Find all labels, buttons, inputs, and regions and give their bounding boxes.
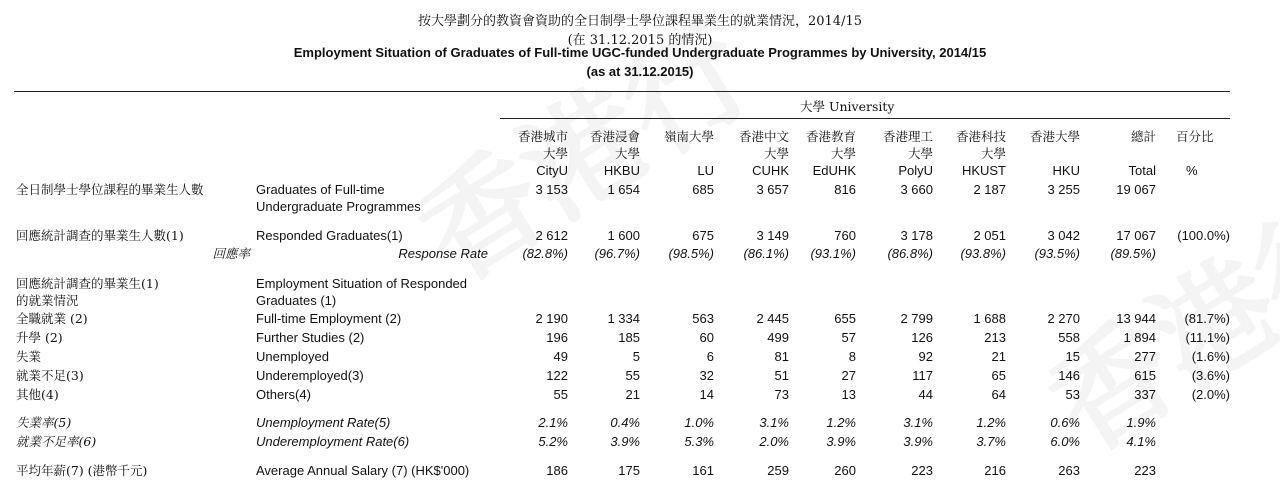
table-cell: 117 <box>912 368 933 383</box>
column-header-en: HKU <box>1052 163 1080 178</box>
row-label-en: Unemployed <box>256 349 329 364</box>
row-label-zh: 其他(4) <box>16 387 59 402</box>
table-cell: 4.1% <box>1126 434 1156 449</box>
table-cell: 3.1% <box>903 415 933 430</box>
table-cell: 15 <box>1065 349 1080 364</box>
table-cell: 5.2% <box>538 434 568 449</box>
table-cell: 175 <box>618 463 640 478</box>
table-cell: (86.8%) <box>887 246 933 261</box>
table-cell: 19 067 <box>1116 182 1156 197</box>
table-cell: (86.1%) <box>743 246 789 261</box>
table-cell: (100.0%) <box>1177 228 1230 243</box>
table-cell: 3.9% <box>903 434 933 449</box>
section-label-en: Employment Situation of Responded <box>256 276 468 291</box>
column-header-zh: 大學 <box>830 146 856 161</box>
column-header-en: HKBU <box>603 163 640 178</box>
table-cell: (98.5%) <box>668 246 714 261</box>
table-cell: 73 <box>774 387 789 402</box>
table-cell: 263 <box>1058 463 1080 478</box>
table-cell: 3.7% <box>976 434 1006 449</box>
column-header-zh: 香港大學 <box>1029 129 1080 144</box>
table-cell: 2 051 <box>973 228 1006 243</box>
table-cell: 53 <box>1065 387 1080 402</box>
table-cell: 1 334 <box>607 311 640 326</box>
column-header-zh: 香港理工 <box>882 129 933 144</box>
column-header-zh: 總計 <box>1130 129 1156 144</box>
column-header-zh: 大學 <box>542 146 568 161</box>
table-cell: 655 <box>834 311 856 326</box>
table-cell: 122 <box>546 368 568 383</box>
table-cell: 186 <box>546 463 568 478</box>
column-header-zh: 大學 <box>763 146 789 161</box>
table-cell: 2.0% <box>759 434 789 449</box>
table-cell: 760 <box>834 228 856 243</box>
table-cell: 5 <box>632 349 640 364</box>
column-header-en: EdUHK <box>812 163 856 178</box>
title-zh: 按大學劃分的教資會資助的全日制學士學位課程畢業生的就業情況，2014/15 <box>417 14 862 29</box>
column-header-zh: 大學 <box>614 146 640 161</box>
table-cell: 55 <box>625 368 640 383</box>
column-header-en: LU <box>697 163 714 178</box>
table-cell: 3.1% <box>759 415 789 430</box>
table-cell: 0.6% <box>1050 415 1080 430</box>
table-cell: (89.5%) <box>1110 246 1156 261</box>
table-cell: 64 <box>991 387 1006 402</box>
table-cell: 65 <box>991 368 1006 383</box>
table-cell: 5.3% <box>684 434 714 449</box>
table-cell: 81 <box>774 349 789 364</box>
table-cell: 32 <box>699 368 714 383</box>
table-cell: 615 <box>1134 368 1156 383</box>
table-cell: 2 799 <box>900 311 933 326</box>
column-header-en: CityU <box>536 163 568 178</box>
table-cell: (93.5%) <box>1034 246 1080 261</box>
table-cell: 3 178 <box>900 228 933 243</box>
table-cell: 277 <box>1134 349 1156 364</box>
table-cell: 44 <box>918 387 933 402</box>
table-cell: 17 067 <box>1116 228 1156 243</box>
table-cell: 3 042 <box>1047 228 1080 243</box>
row-label-en: Underemployment Rate(6) <box>256 434 410 449</box>
table-cell: 558 <box>1058 330 1080 345</box>
table-cell: 563 <box>692 311 714 326</box>
table-cell: 60 <box>699 330 714 345</box>
row-label-en: Undergraduate Programmes <box>256 199 421 214</box>
column-header-en: CUHK <box>752 163 789 178</box>
table-cell: 1 688 <box>973 311 1006 326</box>
section-label-zh: 的就業情況 <box>16 293 79 308</box>
row-label-en: Average Annual Salary (7) (HK$'000) <box>256 463 470 478</box>
table-cell: 213 <box>984 330 1006 345</box>
row-label-zh: 失業 <box>16 349 42 364</box>
table-cell: 49 <box>553 349 568 364</box>
table-cell: 223 <box>1134 463 1156 478</box>
row-label-zh: 失業率(5) <box>16 415 72 430</box>
column-header-zh: 大學 <box>907 146 933 161</box>
table-cell: (96.7%) <box>594 246 640 261</box>
column-header-zh: 香港城市 <box>517 129 568 144</box>
row-label-zh: 就業不足(3) <box>16 368 84 383</box>
table-cell: 260 <box>834 463 856 478</box>
column-header-en: Total <box>1128 163 1156 178</box>
table-cell: 675 <box>692 228 714 243</box>
table-cell: 55 <box>553 387 568 402</box>
table-cell: 1.9% <box>1126 415 1156 430</box>
column-header-zh: 香港浸會 <box>589 129 640 144</box>
table-cell: (93.8%) <box>960 246 1006 261</box>
table-cell: 3.9% <box>826 434 856 449</box>
table-cell: 126 <box>911 330 933 345</box>
table-cell: 3.9% <box>610 434 640 449</box>
table-cell: (82.8%) <box>522 246 568 261</box>
table-cell: 1.0% <box>684 415 714 430</box>
table-cell: 6 <box>706 349 714 364</box>
table-cell: 13 944 <box>1116 311 1156 326</box>
table-cell: 27 <box>841 368 856 383</box>
table-cell: 1.2% <box>826 415 856 430</box>
table-cell: 2 187 <box>973 182 1006 197</box>
table-cell: 57 <box>841 330 856 345</box>
row-label-en: Underemployed(3) <box>256 368 364 383</box>
table-cell: 185 <box>618 330 640 345</box>
row-label-en: Unemployment Rate(5) <box>256 415 391 430</box>
table-cell: 1 894 <box>1123 330 1156 345</box>
row-label-zh: 全日制學士學位課程的畢業生人數 <box>16 182 204 197</box>
table-cell: (3.6%) <box>1191 368 1230 383</box>
row-label-zh: 平均年薪(7) (港幣千元) <box>16 463 148 478</box>
table-cell: 2 445 <box>756 311 789 326</box>
row-label-en: Response Rate <box>398 246 488 261</box>
row-label-en: Responded Graduates(1) <box>256 228 403 243</box>
row-label-zh: 全職就業 (2) <box>16 311 88 326</box>
table-cell: 499 <box>767 330 789 345</box>
table-cell: (93.1%) <box>810 246 856 261</box>
table-cell: 3 657 <box>756 182 789 197</box>
table-cell: 259 <box>767 463 789 478</box>
table-cell: (2.0%) <box>1191 387 1230 402</box>
table-cell: 2 612 <box>535 228 568 243</box>
table-cell: 0.4% <box>610 415 640 430</box>
table-cell: 51 <box>774 368 789 383</box>
column-header-en: % <box>1186 163 1198 178</box>
column-header-en: PolyU <box>898 163 933 178</box>
section-label-en: Graduates (1) <box>256 293 337 308</box>
table-cell: (1.6%) <box>1191 349 1230 364</box>
subtitle-zh: (在 31.12.2015 的情況) <box>567 33 713 48</box>
table-cell: 223 <box>911 463 933 478</box>
table-cell: 1 600 <box>607 228 640 243</box>
table-cell: 2 190 <box>535 311 568 326</box>
table-cell: 816 <box>834 182 856 197</box>
table-cell: 2.1% <box>538 415 568 430</box>
section-label-zh: 回應統計調查的畢業生(1) <box>16 276 159 291</box>
table-cell: 3 149 <box>756 228 789 243</box>
table-cell: 21 <box>625 387 640 402</box>
table-cell: 196 <box>546 330 568 345</box>
table-cell: 216 <box>984 463 1006 478</box>
table-cell: 92 <box>918 349 933 364</box>
table-cell: 685 <box>692 182 714 197</box>
row-label-zh: 回應統計調查的畢業生人數(1) <box>16 228 184 243</box>
row-label-zh: 回應率 <box>212 246 250 261</box>
subtitle-en: (as at 31.12.2015) <box>586 64 694 79</box>
column-header-zh: 百分比 <box>1176 129 1214 144</box>
table-cell: (11.1%) <box>1185 330 1230 345</box>
table-cell: 13 <box>841 387 856 402</box>
table-cell: 8 <box>848 349 856 364</box>
table-cell: 1.2% <box>976 415 1006 430</box>
row-label-zh: 就業不足率(6) <box>16 434 97 449</box>
table-cell: 337 <box>1134 387 1156 402</box>
row-label-en: Full-time Employment (2) <box>256 311 402 326</box>
column-header-zh: 香港教育 <box>805 129 856 144</box>
column-header-zh: 香港科技 <box>955 129 1006 144</box>
table-cell: 14 <box>699 387 714 402</box>
table-cell: 2 270 <box>1047 311 1080 326</box>
column-header-en: HKUST <box>961 163 1006 178</box>
table-cell: 3 255 <box>1047 182 1080 197</box>
table-cell: 1 654 <box>607 182 640 197</box>
table-cell: 161 <box>692 463 714 478</box>
table-top-rule <box>14 91 1230 92</box>
column-header-zh: 嶺南大學 <box>663 129 714 144</box>
row-label-zh: 升學 (2) <box>16 330 63 345</box>
table-cell: (81.7%) <box>1184 311 1230 326</box>
row-label-en: Further Studies (2) <box>256 330 365 345</box>
table-cell: 3 153 <box>535 182 568 197</box>
row-label-en: Others(4) <box>256 387 311 402</box>
column-header-zh: 香港中文 <box>738 129 789 144</box>
column-header-zh: 大學 <box>980 146 1006 161</box>
table-cell: 3 660 <box>900 182 933 197</box>
table-cell: 146 <box>1058 368 1080 383</box>
table-cell: 6.0% <box>1050 434 1080 449</box>
group-header-rule <box>500 118 1230 119</box>
row-label-en: Graduates of Full-time <box>256 182 385 197</box>
title-en: Employment Situation of Graduates of Full-time UGC-funded Undergraduate Programmes by University, 2014/15 <box>293 45 987 60</box>
university-group-header: 大學 University <box>800 99 895 114</box>
table-cell: 21 <box>991 349 1006 364</box>
